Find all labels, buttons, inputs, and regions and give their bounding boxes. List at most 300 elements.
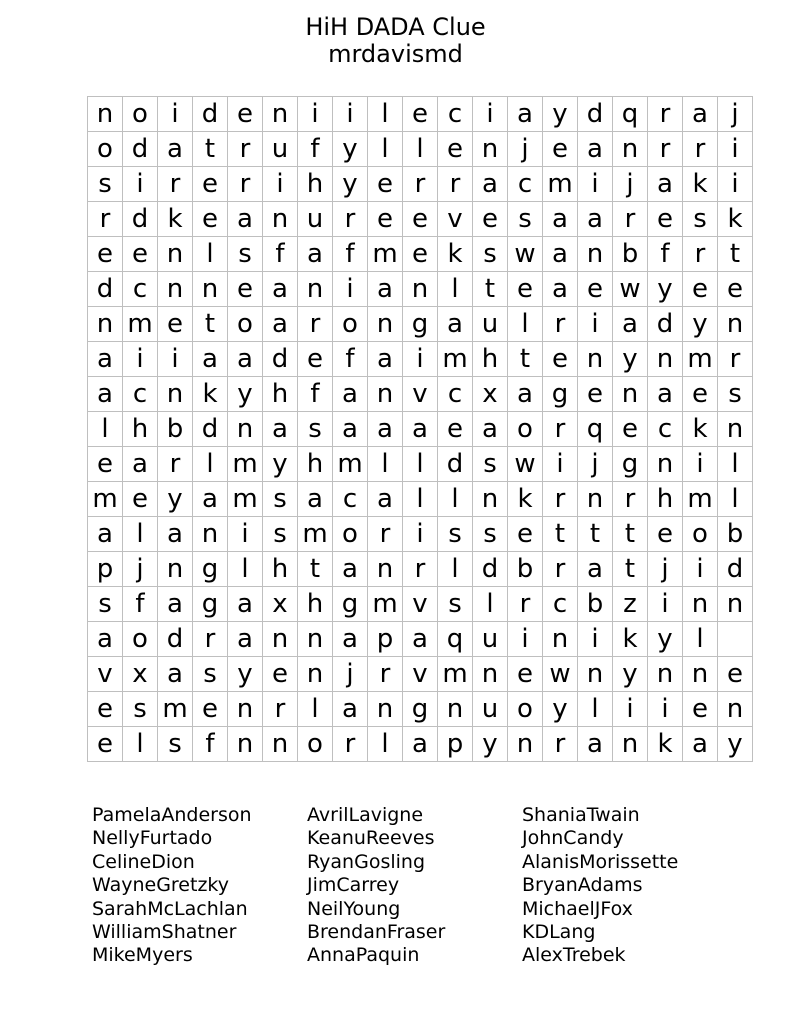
grid-cell[interactable]: j — [333, 657, 368, 692]
grid-cell[interactable]: r — [648, 132, 683, 167]
grid-cell[interactable]: t — [193, 132, 228, 167]
grid-cell[interactable]: y — [473, 727, 508, 762]
grid-cell[interactable]: i — [578, 622, 613, 657]
grid-cell[interactable]: y — [613, 657, 648, 692]
grid-cell[interactable]: d — [648, 307, 683, 342]
grid-cell[interactable]: l — [193, 237, 228, 272]
grid-cell[interactable]: n — [368, 307, 403, 342]
grid-cell[interactable]: c — [543, 587, 578, 622]
grid-cell[interactable]: n — [193, 272, 228, 307]
grid-cell[interactable]: i — [228, 517, 263, 552]
grid-cell[interactable]: y — [648, 622, 683, 657]
grid-cell[interactable]: d — [193, 97, 228, 132]
grid-cell[interactable]: e — [298, 342, 333, 377]
grid-cell[interactable]: a — [333, 377, 368, 412]
grid-cell[interactable]: m — [228, 447, 263, 482]
grid-cell[interactable]: q — [613, 97, 648, 132]
grid-cell[interactable]: b — [718, 517, 753, 552]
grid-cell[interactable]: a — [438, 307, 473, 342]
grid-cell[interactable]: r — [648, 97, 683, 132]
grid-cell[interactable]: n — [263, 727, 298, 762]
grid-cell[interactable]: a — [543, 237, 578, 272]
grid-cell[interactable]: t — [718, 237, 753, 272]
grid-cell[interactable]: k — [613, 622, 648, 657]
grid-cell[interactable]: n — [368, 692, 403, 727]
grid-cell[interactable]: e — [88, 727, 123, 762]
grid-cell[interactable]: e — [543, 342, 578, 377]
grid-cell[interactable]: m — [683, 342, 718, 377]
grid-cell[interactable]: w — [508, 237, 543, 272]
grid-cell[interactable]: c — [648, 412, 683, 447]
grid-cell[interactable]: a — [578, 727, 613, 762]
grid-cell[interactable]: o — [123, 97, 158, 132]
grid-cell[interactable]: s — [263, 517, 298, 552]
grid-cell[interactable]: v — [403, 657, 438, 692]
grid-cell[interactable]: d — [718, 552, 753, 587]
grid-cell[interactable]: y — [718, 727, 753, 762]
grid-cell[interactable]: a — [578, 552, 613, 587]
grid-cell[interactable]: a — [613, 307, 648, 342]
grid-cell[interactable]: n — [158, 552, 193, 587]
grid-cell[interactable]: s — [298, 412, 333, 447]
grid-cell[interactable]: y — [648, 272, 683, 307]
grid-cell[interactable]: d — [123, 202, 158, 237]
grid-cell[interactable]: l — [683, 622, 718, 657]
grid-cell[interactable]: u — [298, 202, 333, 237]
grid-cell[interactable]: h — [648, 482, 683, 517]
grid-cell[interactable]: i — [158, 342, 193, 377]
grid-cell[interactable]: k — [158, 202, 193, 237]
grid-cell[interactable]: a — [88, 517, 123, 552]
grid-cell[interactable]: e — [228, 97, 263, 132]
grid-cell[interactable]: i — [403, 517, 438, 552]
grid-cell[interactable]: i — [298, 97, 333, 132]
grid-cell[interactable]: l — [403, 132, 438, 167]
grid-cell[interactable]: b — [578, 587, 613, 622]
grid-cell[interactable]: a — [228, 622, 263, 657]
grid-cell[interactable]: k — [438, 237, 473, 272]
grid-cell[interactable]: e — [508, 517, 543, 552]
grid-cell[interactable]: o — [333, 517, 368, 552]
grid-cell[interactable]: r — [333, 727, 368, 762]
grid-cell[interactable]: b — [158, 412, 193, 447]
grid-cell[interactable]: y — [228, 377, 263, 412]
grid-cell[interactable]: e — [578, 272, 613, 307]
grid-cell[interactable]: h — [298, 167, 333, 202]
grid-cell[interactable]: i — [333, 272, 368, 307]
grid-cell[interactable]: n — [403, 272, 438, 307]
grid-cell[interactable]: r — [368, 657, 403, 692]
grid-cell[interactable]: s — [228, 237, 263, 272]
grid-cell[interactable]: a — [158, 132, 193, 167]
grid-cell[interactable]: n — [683, 587, 718, 622]
grid-cell[interactable]: y — [158, 482, 193, 517]
grid-cell[interactable]: r — [263, 692, 298, 727]
grid-cell[interactable]: a — [648, 167, 683, 202]
grid-cell[interactable]: e — [508, 272, 543, 307]
grid-cell[interactable]: r — [438, 167, 473, 202]
grid-cell[interactable]: a — [228, 202, 263, 237]
grid-cell[interactable]: a — [368, 482, 403, 517]
grid-cell[interactable]: r — [718, 342, 753, 377]
grid-cell[interactable]: a — [578, 132, 613, 167]
grid-cell[interactable]: j — [578, 447, 613, 482]
grid-cell[interactable]: e — [368, 167, 403, 202]
grid-cell[interactable]: e — [473, 202, 508, 237]
grid-cell[interactable]: l — [508, 307, 543, 342]
grid-cell[interactable]: e — [648, 517, 683, 552]
grid-cell[interactable]: n — [368, 552, 403, 587]
grid-cell[interactable]: u — [263, 132, 298, 167]
grid-cell[interactable]: a — [683, 727, 718, 762]
grid-cell[interactable]: r — [543, 727, 578, 762]
grid-cell[interactable]: y — [333, 167, 368, 202]
grid-cell[interactable]: a — [228, 587, 263, 622]
grid-cell[interactable]: r — [228, 167, 263, 202]
grid-cell[interactable]: a — [158, 587, 193, 622]
grid-cell[interactable]: w — [613, 272, 648, 307]
grid-cell[interactable]: l — [368, 97, 403, 132]
grid-cell[interactable]: k — [648, 727, 683, 762]
grid-cell[interactable]: t — [578, 517, 613, 552]
grid-cell[interactable]: n — [298, 272, 333, 307]
grid-cell[interactable]: e — [123, 482, 158, 517]
grid-cell[interactable]: d — [158, 622, 193, 657]
grid-cell[interactable]: l — [718, 482, 753, 517]
grid-cell[interactable]: l — [403, 447, 438, 482]
grid-cell[interactable]: t — [508, 342, 543, 377]
grid-cell[interactable]: l — [438, 482, 473, 517]
grid-cell[interactable]: j — [718, 97, 753, 132]
grid-cell[interactable]: n — [228, 727, 263, 762]
grid-cell[interactable]: n — [543, 622, 578, 657]
grid-cell[interactable]: e — [683, 692, 718, 727]
grid-cell[interactable]: u — [473, 692, 508, 727]
grid-cell[interactable]: e — [88, 237, 123, 272]
grid-cell[interactable]: n — [263, 622, 298, 657]
grid-cell[interactable]: g — [403, 307, 438, 342]
grid-cell[interactable]: k — [683, 412, 718, 447]
grid-cell[interactable]: g — [193, 552, 228, 587]
grid-cell[interactable]: n — [158, 377, 193, 412]
grid-cell[interactable]: o — [123, 622, 158, 657]
grid-cell[interactable]: r — [228, 132, 263, 167]
grid-cell[interactable]: l — [578, 692, 613, 727]
grid-cell[interactable]: e — [683, 377, 718, 412]
grid-cell[interactable]: r — [543, 307, 578, 342]
grid-cell[interactable]: d — [123, 132, 158, 167]
grid-cell[interactable]: i — [648, 587, 683, 622]
grid-cell[interactable]: i — [123, 167, 158, 202]
grid-cell[interactable]: r — [403, 552, 438, 587]
grid-cell[interactable]: a — [508, 377, 543, 412]
grid-cell[interactable]: h — [263, 552, 298, 587]
grid-cell[interactable]: s — [263, 482, 298, 517]
grid-cell[interactable]: n — [298, 657, 333, 692]
grid-cell[interactable]: r — [543, 482, 578, 517]
grid-cell[interactable]: y — [543, 692, 578, 727]
grid-cell[interactable]: a — [298, 237, 333, 272]
grid-cell[interactable]: m — [438, 342, 473, 377]
grid-cell[interactable]: l — [718, 447, 753, 482]
grid-cell[interactable]: y — [333, 132, 368, 167]
grid-cell[interactable]: o — [228, 307, 263, 342]
grid-cell[interactable]: d — [578, 97, 613, 132]
grid-cell[interactable]: j — [123, 552, 158, 587]
grid-cell[interactable]: n — [438, 692, 473, 727]
grid-cell[interactable]: s — [158, 727, 193, 762]
grid-cell[interactable]: a — [228, 342, 263, 377]
grid-cell[interactable]: h — [123, 412, 158, 447]
grid-cell[interactable]: k — [508, 482, 543, 517]
grid-cell[interactable]: o — [88, 132, 123, 167]
grid-cell[interactable]: x — [123, 657, 158, 692]
grid-cell[interactable]: a — [403, 622, 438, 657]
grid-cell[interactable]: e — [228, 272, 263, 307]
grid-cell[interactable]: g — [333, 587, 368, 622]
grid-cell[interactable]: g — [193, 587, 228, 622]
grid-cell[interactable]: a — [648, 377, 683, 412]
grid-cell[interactable]: m — [438, 657, 473, 692]
grid-cell[interactable]: d — [473, 552, 508, 587]
grid-cell[interactable]: m — [228, 482, 263, 517]
grid-cell[interactable]: r — [683, 237, 718, 272]
grid-cell[interactable]: a — [123, 447, 158, 482]
grid-cell[interactable]: f — [298, 132, 333, 167]
grid-cell[interactable]: e — [543, 132, 578, 167]
grid-cell[interactable]: d — [263, 342, 298, 377]
grid-cell[interactable]: n — [263, 202, 298, 237]
grid-cell[interactable]: a — [298, 482, 333, 517]
grid-cell[interactable]: e — [158, 307, 193, 342]
grid-cell[interactable]: u — [473, 307, 508, 342]
grid-cell[interactable]: n — [228, 412, 263, 447]
grid-cell[interactable]: i — [263, 167, 298, 202]
grid-cell[interactable]: s — [88, 587, 123, 622]
grid-cell[interactable]: r — [543, 552, 578, 587]
grid-cell[interactable]: i — [718, 167, 753, 202]
grid-cell[interactable]: t — [543, 517, 578, 552]
grid-cell[interactable]: a — [88, 622, 123, 657]
grid-cell[interactable]: y — [613, 342, 648, 377]
grid-cell[interactable]: l — [368, 727, 403, 762]
grid-cell[interactable]: f — [333, 237, 368, 272]
grid-cell[interactable]: c — [438, 377, 473, 412]
grid-cell[interactable]: i — [333, 97, 368, 132]
grid-cell[interactable]: e — [263, 657, 298, 692]
grid-cell[interactable]: p — [88, 552, 123, 587]
grid-cell[interactable]: d — [88, 272, 123, 307]
grid-cell[interactable]: e — [648, 202, 683, 237]
grid-cell[interactable]: o — [508, 412, 543, 447]
grid-cell[interactable]: n — [718, 307, 753, 342]
grid-cell[interactable]: n — [508, 727, 543, 762]
grid-cell[interactable]: f — [648, 237, 683, 272]
grid-cell[interactable]: a — [193, 342, 228, 377]
grid-cell[interactable]: l — [123, 727, 158, 762]
grid-cell[interactable]: i — [683, 447, 718, 482]
grid-cell[interactable]: a — [263, 412, 298, 447]
grid-cell[interactable]: f — [263, 237, 298, 272]
grid-cell[interactable]: y — [263, 447, 298, 482]
grid-cell[interactable]: k — [718, 202, 753, 237]
grid-cell[interactable]: a — [88, 342, 123, 377]
grid-cell[interactable]: n — [648, 657, 683, 692]
grid-cell[interactable]: e — [193, 202, 228, 237]
grid-cell[interactable]: l — [298, 692, 333, 727]
grid-cell[interactable]: n — [718, 692, 753, 727]
grid-cell[interactable]: b — [508, 552, 543, 587]
grid-cell[interactable]: b — [613, 237, 648, 272]
grid-cell[interactable]: t — [473, 272, 508, 307]
grid-cell[interactable]: n — [613, 132, 648, 167]
grid-cell[interactable]: e — [718, 657, 753, 692]
grid-cell[interactable]: n — [648, 447, 683, 482]
grid-cell[interactable]: n — [613, 727, 648, 762]
grid-cell[interactable]: m — [543, 167, 578, 202]
grid-cell[interactable]: s — [88, 167, 123, 202]
grid-cell[interactable]: l — [88, 412, 123, 447]
grid-cell[interactable]: s — [473, 447, 508, 482]
grid-cell[interactable]: h — [298, 447, 333, 482]
grid-cell[interactable]: h — [263, 377, 298, 412]
grid-cell[interactable]: e — [508, 657, 543, 692]
grid-cell[interactable]: s — [508, 202, 543, 237]
grid-cell[interactable]: i — [613, 692, 648, 727]
grid-cell[interactable]: g — [613, 447, 648, 482]
grid-cell[interactable]: p — [368, 622, 403, 657]
grid-cell[interactable]: l — [438, 552, 473, 587]
grid-cell[interactable]: s — [683, 202, 718, 237]
grid-cell[interactable]: i — [543, 447, 578, 482]
grid-cell[interactable]: y — [228, 657, 263, 692]
grid-cell[interactable]: i — [578, 307, 613, 342]
grid-cell[interactable]: u — [473, 622, 508, 657]
grid-cell[interactable]: n — [578, 237, 613, 272]
grid-cell[interactable]: d — [193, 412, 228, 447]
grid-cell[interactable]: n — [88, 307, 123, 342]
grid-cell[interactable]: l — [123, 517, 158, 552]
grid-cell[interactable]: w — [508, 447, 543, 482]
grid-cell[interactable]: x — [473, 377, 508, 412]
grid-cell[interactable]: f — [333, 342, 368, 377]
grid-cell[interactable]: l — [193, 447, 228, 482]
grid-cell[interactable]: e — [193, 167, 228, 202]
grid-cell[interactable]: a — [473, 167, 508, 202]
grid-cell[interactable]: n — [718, 412, 753, 447]
grid-cell[interactable]: i — [473, 97, 508, 132]
grid-cell[interactable]: a — [403, 727, 438, 762]
grid-cell[interactable]: t — [613, 517, 648, 552]
grid-cell[interactable]: a — [333, 552, 368, 587]
grid-cell[interactable]: c — [123, 377, 158, 412]
grid-cell[interactable]: a — [333, 692, 368, 727]
grid-cell[interactable]: y — [683, 307, 718, 342]
grid-cell[interactable]: t — [613, 552, 648, 587]
grid-cell[interactable]: a — [368, 342, 403, 377]
grid-cell[interactable]: l — [368, 447, 403, 482]
grid-cell[interactable]: a — [158, 517, 193, 552]
grid-cell[interactable]: i — [648, 692, 683, 727]
grid-cell[interactable]: i — [683, 552, 718, 587]
grid-cell[interactable]: s — [438, 587, 473, 622]
grid-cell[interactable]: m — [683, 482, 718, 517]
grid-cell[interactable]: e — [718, 272, 753, 307]
grid-cell[interactable]: l — [403, 482, 438, 517]
grid-cell[interactable]: m — [333, 447, 368, 482]
grid-cell[interactable]: r — [543, 412, 578, 447]
grid-cell[interactable]: i — [403, 342, 438, 377]
grid-cell[interactable]: l — [438, 272, 473, 307]
grid-cell[interactable]: f — [193, 727, 228, 762]
grid-cell[interactable]: t — [298, 552, 333, 587]
grid-cell[interactable]: o — [508, 692, 543, 727]
grid-cell[interactable]: k — [683, 167, 718, 202]
grid-cell[interactable]: e — [578, 377, 613, 412]
grid-cell[interactable]: a — [333, 412, 368, 447]
grid-cell[interactable]: a — [263, 307, 298, 342]
grid-cell[interactable]: e — [683, 272, 718, 307]
grid-cell[interactable]: r — [508, 587, 543, 622]
grid-cell[interactable]: e — [193, 692, 228, 727]
grid-cell[interactable]: h — [473, 342, 508, 377]
grid-cell[interactable]: e — [403, 202, 438, 237]
grid-cell[interactable]: n — [578, 482, 613, 517]
grid-cell[interactable]: r — [403, 167, 438, 202]
grid-cell[interactable]: n — [683, 657, 718, 692]
grid-cell[interactable]: f — [123, 587, 158, 622]
grid-cell[interactable]: q — [438, 622, 473, 657]
grid-cell[interactable]: f — [298, 377, 333, 412]
grid-cell[interactable]: e — [88, 447, 123, 482]
grid-cell[interactable]: n — [473, 132, 508, 167]
grid-cell[interactable]: v — [403, 377, 438, 412]
grid-cell[interactable]: i — [158, 97, 193, 132]
grid-cell[interactable]: i — [508, 622, 543, 657]
grid-cell[interactable]: n — [613, 377, 648, 412]
grid-cell[interactable]: n — [228, 692, 263, 727]
grid-cell[interactable]: n — [578, 657, 613, 692]
grid-cell[interactable]: r — [88, 202, 123, 237]
grid-cell[interactable]: c — [333, 482, 368, 517]
grid-cell[interactable]: t — [193, 307, 228, 342]
grid-cell[interactable]: r — [368, 517, 403, 552]
grid-cell[interactable]: e — [88, 692, 123, 727]
grid-cell[interactable]: y — [543, 97, 578, 132]
grid-cell[interactable]: n — [718, 587, 753, 622]
grid-cell[interactable]: n — [298, 622, 333, 657]
grid-cell[interactable]: a — [333, 622, 368, 657]
grid-cell[interactable]: n — [193, 517, 228, 552]
grid-cell[interactable]: n — [473, 482, 508, 517]
grid-cell[interactable]: g — [403, 692, 438, 727]
grid-cell[interactable]: n — [263, 97, 298, 132]
grid-cell[interactable]: q — [578, 412, 613, 447]
grid-cell[interactable]: e — [613, 412, 648, 447]
grid-cell[interactable]: v — [403, 587, 438, 622]
grid-cell[interactable]: s — [193, 657, 228, 692]
grid-cell[interactable]: r — [613, 482, 648, 517]
grid-cell[interactable]: s — [718, 377, 753, 412]
grid-cell[interactable]: k — [193, 377, 228, 412]
grid-cell[interactable]: l — [368, 132, 403, 167]
grid-cell[interactable]: c — [438, 97, 473, 132]
grid-cell[interactable]: j — [508, 132, 543, 167]
grid-cell[interactable]: o — [333, 307, 368, 342]
grid-cell[interactable]: j — [648, 552, 683, 587]
grid-cell[interactable]: m — [88, 482, 123, 517]
grid-cell[interactable]: e — [123, 237, 158, 272]
